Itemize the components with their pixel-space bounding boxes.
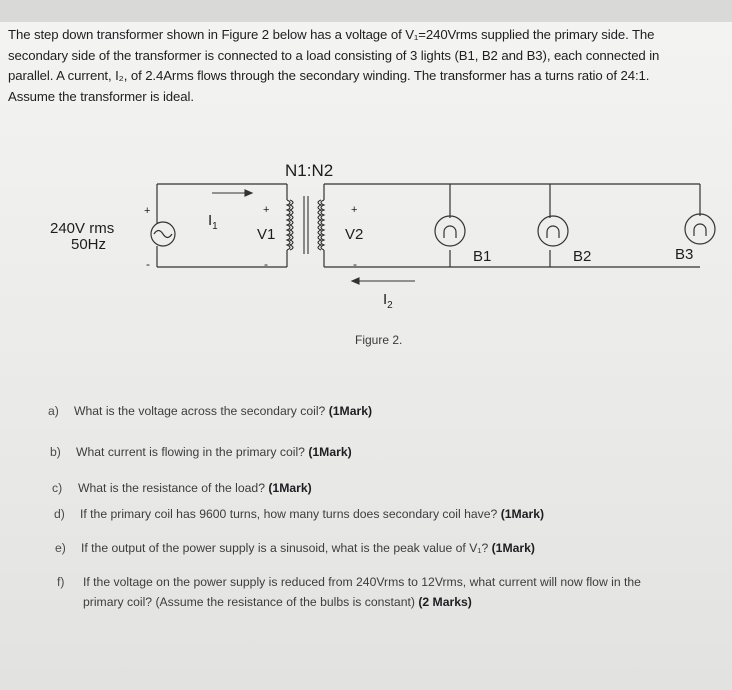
intro-line-2: secondary side of the transformer is connected to a load consisting of 3 lights (B1, B2 and B3), each connected in	[8, 47, 660, 63]
bulb-b3-icon	[685, 214, 715, 244]
intro-line-3: parallel. A current, I₂, of 2.4Arms flows through the secondary winding. The transformer has a turns ratio of 24:1.	[8, 68, 650, 84]
question-f: f) If the voltage on the power supply is reduced from 240Vrms to 12Vrms, what current will now flow in the primary coil? (Assume the resistance of the bulbs is constant) (2 Marks)	[57, 575, 641, 609]
v2-plus-sign: +	[351, 204, 358, 216]
current-i2-label: $I_2$	[383, 291, 393, 311]
current-i1-arrow-icon	[212, 190, 252, 196]
figure-caption: Figure 2.	[355, 333, 403, 347]
ac-source-icon	[151, 222, 175, 246]
v1-label: V1	[257, 226, 276, 243]
source-frequency-label: 50Hz	[71, 236, 107, 253]
source-plus-sign: +	[144, 205, 151, 217]
question-e: e) If the output of the power supply is a sinusoid, what is the peak value of V₁? (1Mark)	[55, 541, 535, 555]
question-a: a) What is the voltage across the secondary coil? (1Mark)	[48, 404, 373, 418]
primary-coil-icon	[287, 200, 293, 250]
v1-plus-sign: +	[263, 204, 270, 216]
intro-line-1: The step down transformer shown in Figure 2 below has a voltage of V₁=240Vrms supplied the primary side. The	[8, 27, 655, 42]
transformer-core-icon	[304, 196, 308, 254]
top-band	[0, 0, 732, 22]
v2-label: V2	[345, 226, 364, 243]
v1-minus-sign: -	[264, 257, 268, 271]
v2-minus-sign: -	[353, 257, 357, 271]
bulb-b1-label: B1	[473, 248, 492, 265]
current-i2-arrow-icon	[352, 278, 415, 284]
transformer-circuit-diagram	[0, 150, 732, 320]
source-minus-sign: -	[146, 257, 150, 271]
bulb-b1-icon	[435, 216, 465, 246]
bulb-b2-icon	[538, 216, 568, 246]
secondary-coil-icon	[318, 200, 324, 250]
source-voltage-label: 240V rms	[50, 220, 115, 237]
bulb-b3-label: B3	[675, 246, 694, 263]
problem-statement	[8, 25, 728, 107]
intro-line-4: Assume the transformer is ideal.	[8, 88, 194, 104]
question-c: c) What is the resistance of the load? (1Mark)	[52, 481, 312, 495]
turns-ratio-label: N1:N2	[285, 161, 334, 180]
question-b: b) What current is flowing in the primary coil? (1Mark)	[50, 445, 352, 459]
bulb-b2-label: B2	[573, 248, 592, 265]
current-i1-label: $I_1$	[208, 212, 218, 232]
question-d: d) If the primary coil has 9600 turns, how many turns does secondary coil have? (1Mark)	[54, 507, 545, 521]
